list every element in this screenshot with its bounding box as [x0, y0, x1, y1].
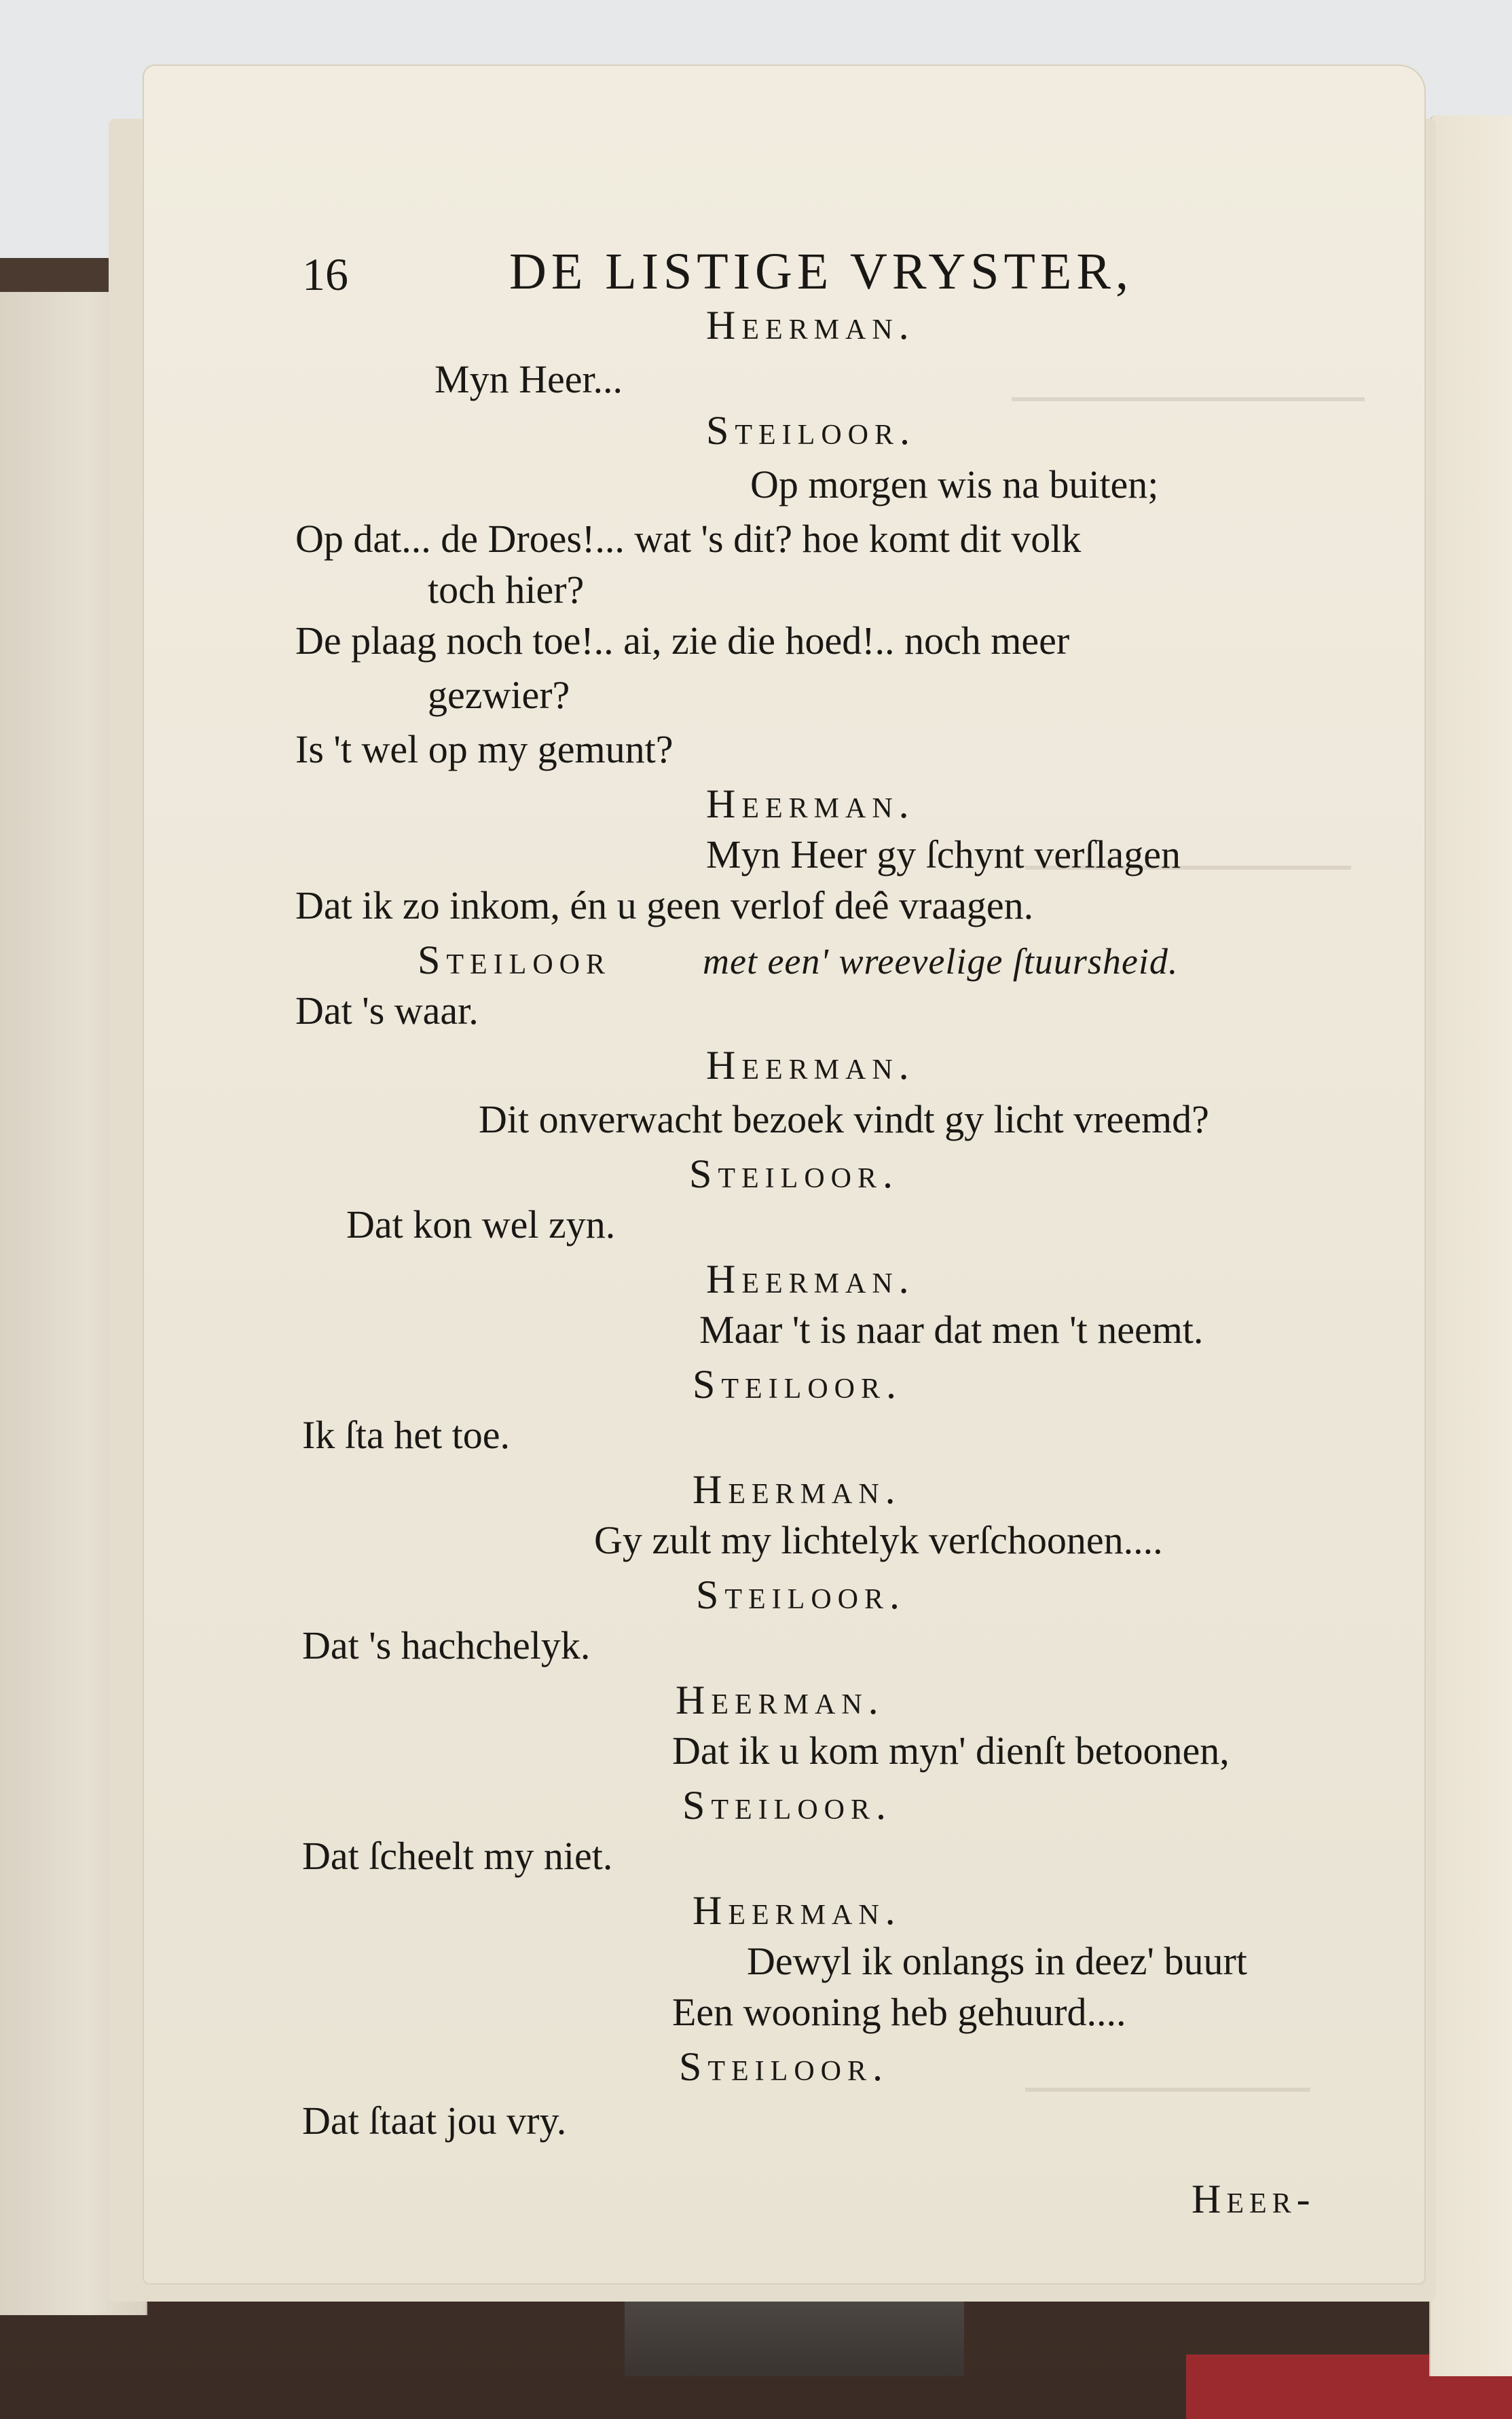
verse-line: gezwier? — [428, 673, 570, 717]
verse-line: De plaag noch toe!.. ai, zie die hoed!.. noch meer — [295, 618, 1070, 663]
verse-line: Dat ik u kom myn' dienſt betoonen, — [672, 1729, 1230, 1773]
verse-line: Dit onverwacht bezoek vindt gy licht vreemd? — [479, 1097, 1209, 1141]
verse-line: Ik ſta het toe. — [302, 1413, 511, 1457]
verse-line: Op dat... de Droes!... wat 's dit? hoe komt dit volk — [295, 517, 1082, 561]
bleed-through-mark — [1025, 2067, 1310, 2092]
speaker-heading: Steiloor. — [706, 408, 916, 453]
verse-line: Is 't wel op my gemunt? — [295, 727, 674, 771]
right-page-edge — [1429, 115, 1512, 2376]
page-shadow — [625, 2302, 964, 2376]
speaker-heading: Heerman. — [693, 1888, 902, 1933]
verse-line: Dewyl ik onlangs in deez' buurt — [747, 1939, 1247, 1983]
verse-line: toch hier? — [428, 568, 585, 612]
book-page — [143, 64, 1426, 2285]
catchword: Heer- — [1192, 2177, 1316, 2221]
running-title: DE LISTIGE VRYSTER, — [509, 243, 1134, 300]
speaker-heading: Steiloor — [418, 938, 611, 982]
verse-line: Myn Heer gy ſchynt verſlagen — [706, 832, 1181, 876]
speaker-heading: Heerman. — [706, 303, 915, 348]
speaker-heading: Steiloor. — [682, 1783, 892, 1828]
speaker-heading: Steiloor. — [689, 1151, 899, 1196]
verse-line: Dat ik zo inkom, én u geen verlof deê vraagen. — [295, 883, 1034, 927]
speaker-heading: Steiloor. — [679, 2044, 889, 2089]
speaker-heading: Heerman. — [706, 1257, 915, 1301]
verse-line: Dat ſtaat jou vry. — [302, 2099, 567, 2143]
verse-line: Dat ſcheelt my niet. — [302, 1834, 613, 1878]
verse-line: Een wooning heb gehuurd.... — [672, 1990, 1126, 2034]
speaker-heading: Heerman. — [693, 1467, 902, 1512]
verse-line: Op morgen wis na buiten; — [750, 462, 1159, 506]
bleed-through-mark — [1012, 370, 1365, 401]
verse-line: Dat kon wel zyn. — [346, 1202, 616, 1247]
page-number: 16 — [302, 248, 348, 300]
speaker-heading: Heerman. — [706, 1043, 915, 1088]
stage-direction: met een' wreevelige ſtuursheid. — [703, 941, 1179, 982]
verse-line: Myn Heer... — [435, 357, 623, 401]
verse-line: Dat 's hachchelyk. — [302, 1623, 591, 1667]
speaker-heading: Steiloor. — [696, 1572, 906, 1617]
verse-line: Maar 't is naar dat men 't neemt. — [699, 1308, 1204, 1352]
speaker-heading: Heerman. — [706, 781, 915, 826]
verse-line: Dat 's waar. — [295, 989, 479, 1033]
speaker-heading: Heerman. — [676, 1678, 885, 1722]
verse-line: Gy zult my lichtelyk verſchoonen.... — [594, 1518, 1163, 1562]
speaker-heading: Steiloor. — [693, 1362, 902, 1407]
